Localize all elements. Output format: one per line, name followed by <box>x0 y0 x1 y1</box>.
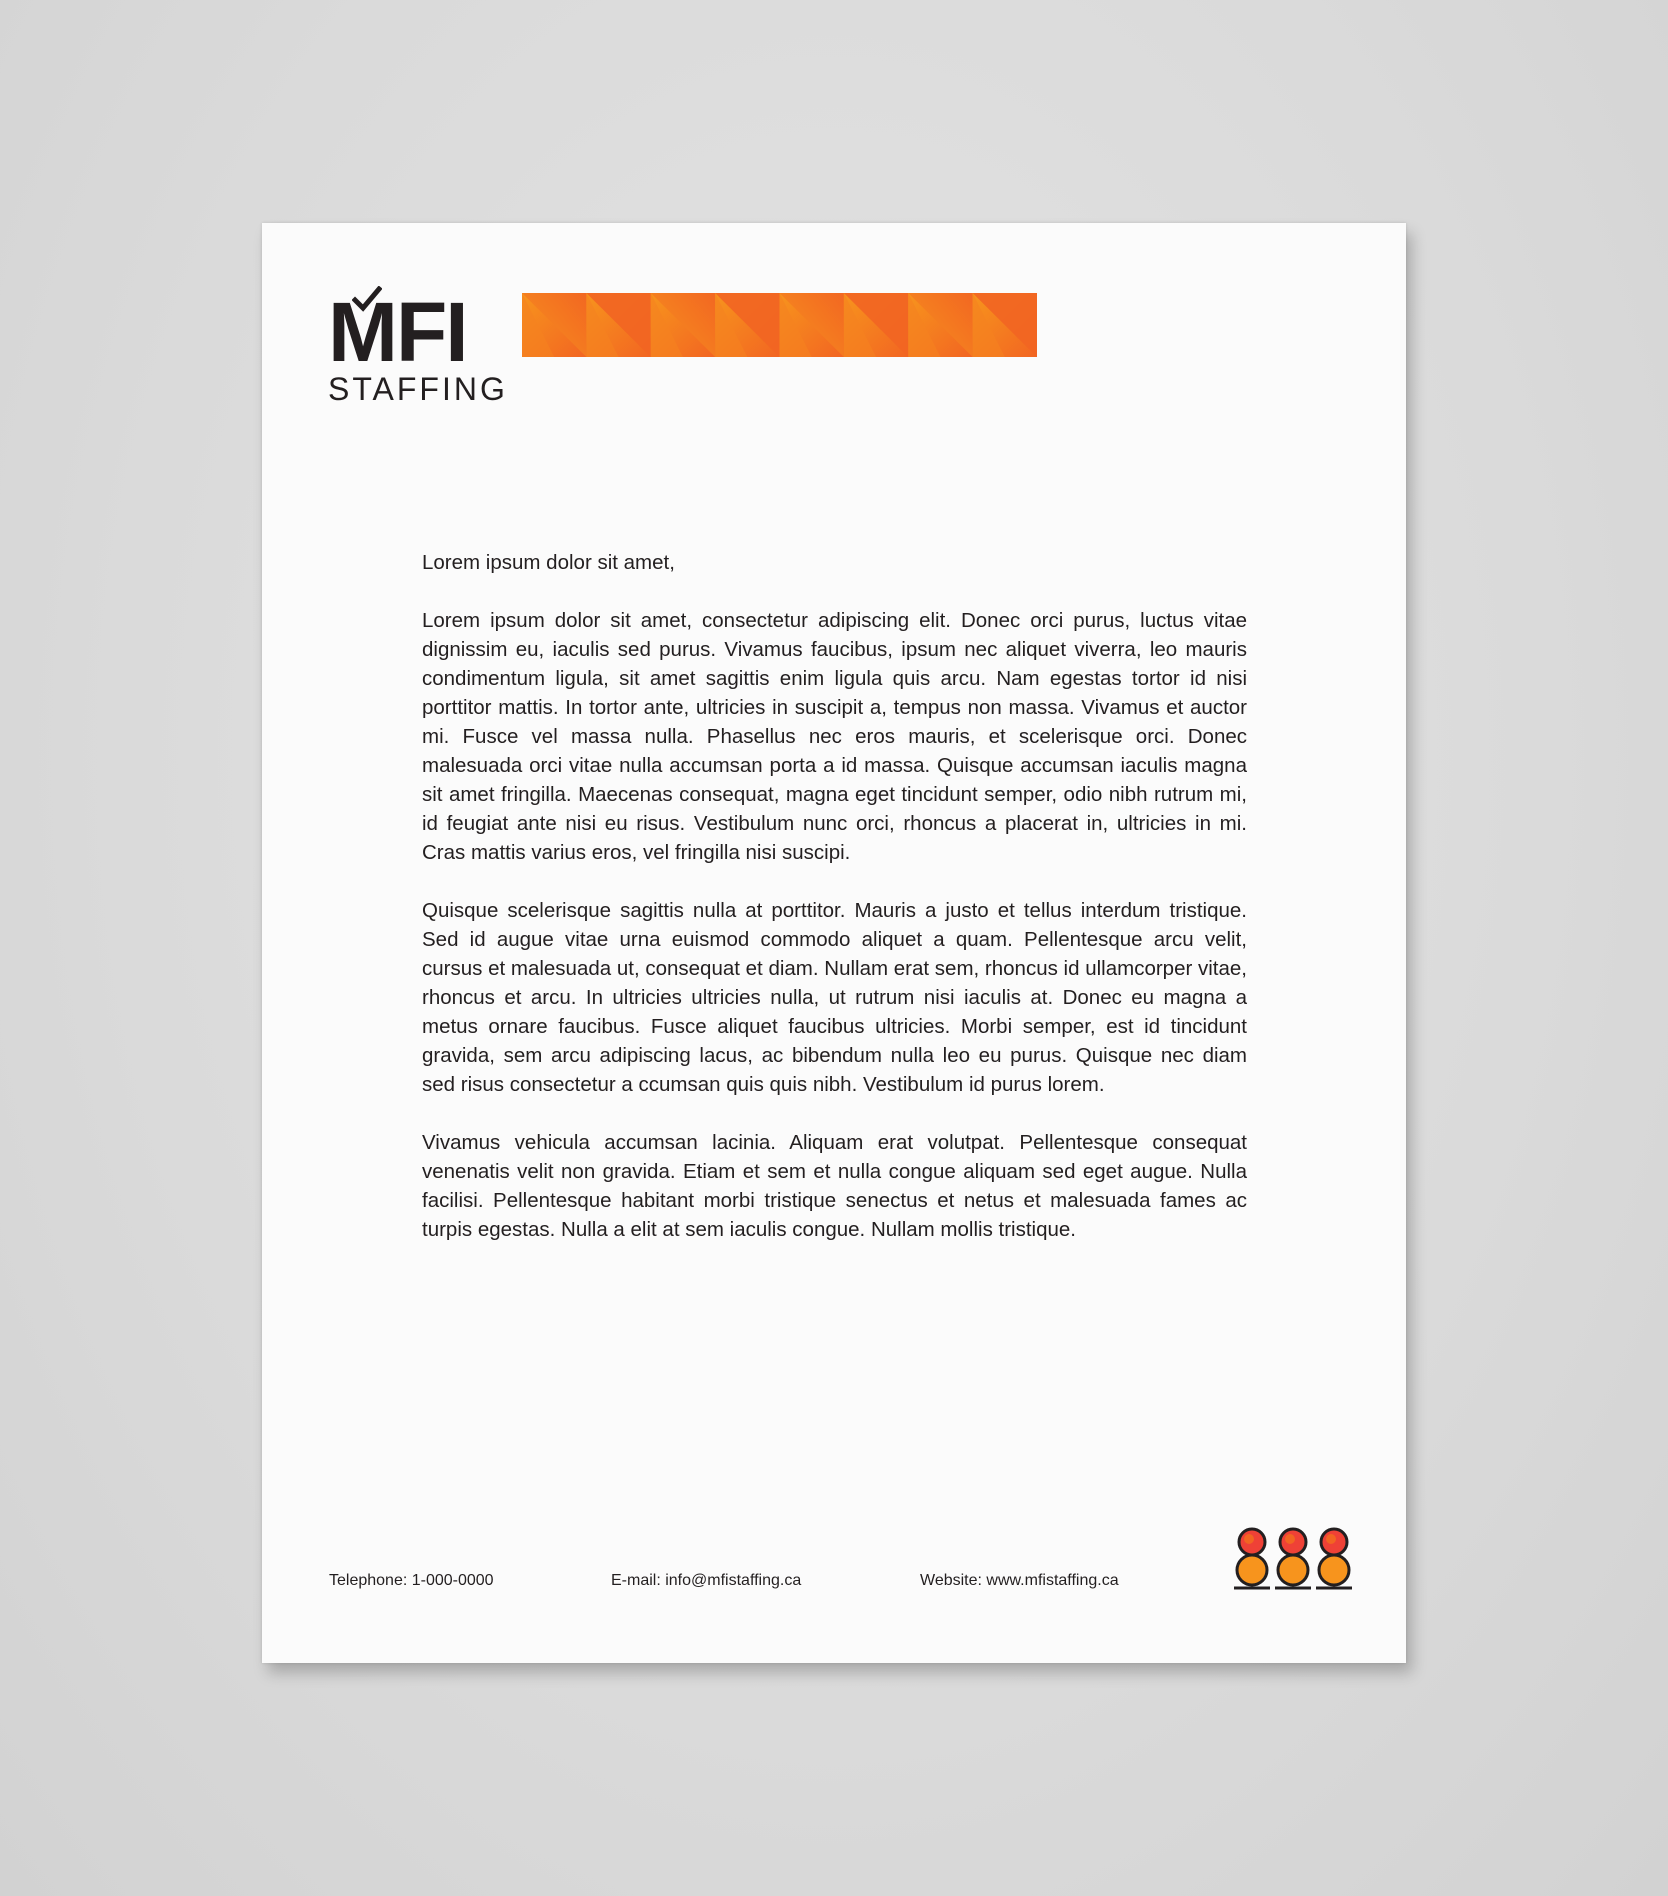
letter-salutation: Lorem ipsum dolor sit amet, <box>422 551 675 574</box>
mfi-staffing-logo <box>328 285 508 407</box>
orange-triangle-banner <box>522 293 1037 357</box>
letterhead-sheet <box>262 223 1406 1663</box>
letter-body <box>422 548 1247 1273</box>
footer-email: E-mail: info@mfistaffing.ca <box>611 1572 802 1589</box>
letter-paragraph-1: Lorem ipsum dolor sit amet, consectetur adipiscing elit. Donec orci purus, luctus vitae dignissim eu, iaculis sed purus. Vivamus faucibus, ipsum nec aliquet viverra, leo mauris condimentum ligula, sit amet sagittis enim ligula quis arcu. Nam egestas tortor id nisi porttitor mattis. In tortor ante, ultricies in suscipit a, tempus non massa. Vivamus et auctor mi. Fusce vel massa nulla. Phasellus nec eros mauris, et scelerisque orci. Donec malesuada orci vitae nulla accumsan porta a id massa. Quisque accumsan iaculis magna sit amet fringilla. Maecenas consequat, magna eget tincidunt semper, odio nibh rutrum mi, id feugiat ante nisi eu risus. Vestibulum nunc orci, rhoncus a placerat in, ultricies in mi. Cras mattis varius eros, vel fringilla nisi suscipi. <box>422 609 1247 864</box>
letter-paragraph-3: Vivamus vehicula accumsan lacinia. Aliquam erat volutpat. Pellentesque consequat venenatis velit non gravida. Etiam et sem et nulla congue aliquam sed eget augue. Nulla facilisi. Pellentesque habitant morbi tristique senectus et netus et malesuada fames ac turpis egestas. Nulla a elit at sem iaculis congue. Nullam mollis tristique. <box>422 1131 1247 1241</box>
checkmark-icon <box>352 286 382 314</box>
person-figure <box>1319 1529 1349 1585</box>
people-group-icon <box>1232 1525 1354 1591</box>
footer-website: Website: www.mfistaffing.ca <box>920 1572 1119 1589</box>
person-figure <box>1237 1529 1267 1585</box>
logo-mfi-text: MFI <box>328 285 467 379</box>
footer-telephone: Telephone: 1-000-0000 <box>329 1572 494 1589</box>
logo-staffing-text: STAFFING <box>328 371 508 407</box>
letter-paragraph-2: Quisque scelerisque sagittis nulla at porttitor. Mauris a justo et tellus interdum tristique. Sed id augue vitae urna euismod commodo aliquet a quam. Pellentesque arcu velit, cursus et malesuada ut, consequat et diam. Nullam erat sem, rhoncus id ullamcorper vitae, rhoncus et arcu. In ultricies ultricies nulla, ut rutrum nisi iaculis at. Donec eu magna a metus ornare faucibus. Fusce aliquet faucibus ultricies. Morbi semper, est id tincidunt gravida, sem arcu adipiscing lacus, ac bibendum nulla leo eu purus. Quisque nec diam sed risus consectetur a ccumsan quis quis nibh. Vestibulum id purus lorem. <box>422 899 1247 1096</box>
person-figure <box>1278 1529 1308 1585</box>
